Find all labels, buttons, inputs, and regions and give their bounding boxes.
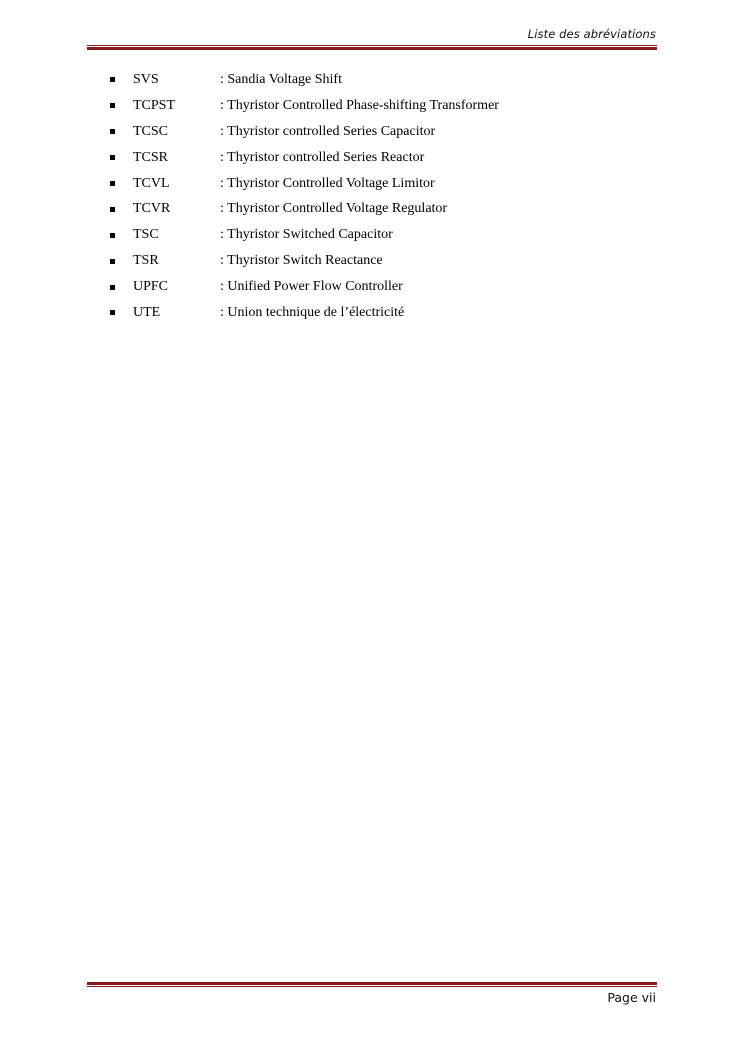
list-item — [110, 145, 499, 171]
abbreviation-definition: : Thyristor controlled Series Capacitor — [220, 123, 436, 139]
page-header-title: Liste des abréviations — [527, 27, 656, 41]
abbreviation-definition: : Thyristor Controlled Phase-shifting Transformer — [220, 97, 499, 113]
abbreviation-definition: : Thyristor controlled Series Reactor — [220, 149, 425, 165]
abbreviation-term: TCVR — [133, 201, 171, 217]
page-number: Page vii — [607, 990, 656, 1005]
abbreviation-term: TCSC — [133, 123, 169, 139]
abbreviation-list — [110, 67, 499, 326]
square-bullet-icon — [110, 77, 115, 82]
list-item — [110, 300, 499, 326]
abbreviation-definition: : Union technique de l’électricité — [220, 304, 405, 320]
header-rule-thin — [87, 45, 657, 46]
abbreviation-term: UPFC — [133, 279, 169, 295]
abbreviation-term: UTE — [133, 304, 161, 320]
footer-rule-thick — [87, 982, 657, 985]
header-rule-thick — [87, 47, 657, 50]
list-item — [110, 93, 499, 119]
square-bullet-icon — [110, 233, 115, 238]
footer-rule-thin — [87, 986, 657, 987]
square-bullet-icon — [110, 285, 115, 290]
abbreviation-definition: : Sandia Voltage Shift — [220, 71, 342, 87]
abbreviation-term: SVS — [133, 71, 159, 87]
abbreviation-term: TCPST — [133, 97, 176, 113]
list-item — [110, 171, 499, 197]
square-bullet-icon — [110, 129, 115, 134]
footer-rule — [87, 982, 657, 987]
square-bullet-icon — [110, 259, 115, 264]
abbreviation-term: TSC — [133, 227, 159, 243]
list-item — [110, 274, 499, 300]
header-rule — [87, 45, 657, 50]
abbreviation-definition: : Thyristor Switch Reactance — [220, 253, 383, 269]
square-bullet-icon — [110, 181, 115, 186]
abbreviation-definition: : Thyristor Switched Capacitor — [220, 227, 393, 243]
abbreviation-term: TCVL — [133, 175, 170, 191]
list-item — [110, 119, 499, 145]
list-item — [110, 248, 499, 274]
abbreviation-term: TSR — [133, 253, 159, 269]
square-bullet-icon — [110, 310, 115, 315]
square-bullet-icon — [110, 155, 115, 160]
abbreviation-definition: : Thyristor Controlled Voltage Limitor — [220, 175, 435, 191]
square-bullet-icon — [110, 207, 115, 212]
abbreviation-definition: : Thyristor Controlled Voltage Regulator — [220, 201, 448, 217]
list-item — [110, 196, 499, 222]
abbreviation-definition: : Unified Power Flow Controller — [220, 279, 403, 295]
list-item — [110, 67, 499, 93]
list-item — [110, 222, 499, 248]
square-bullet-icon — [110, 103, 115, 108]
abbreviation-term: TCSR — [133, 149, 169, 165]
